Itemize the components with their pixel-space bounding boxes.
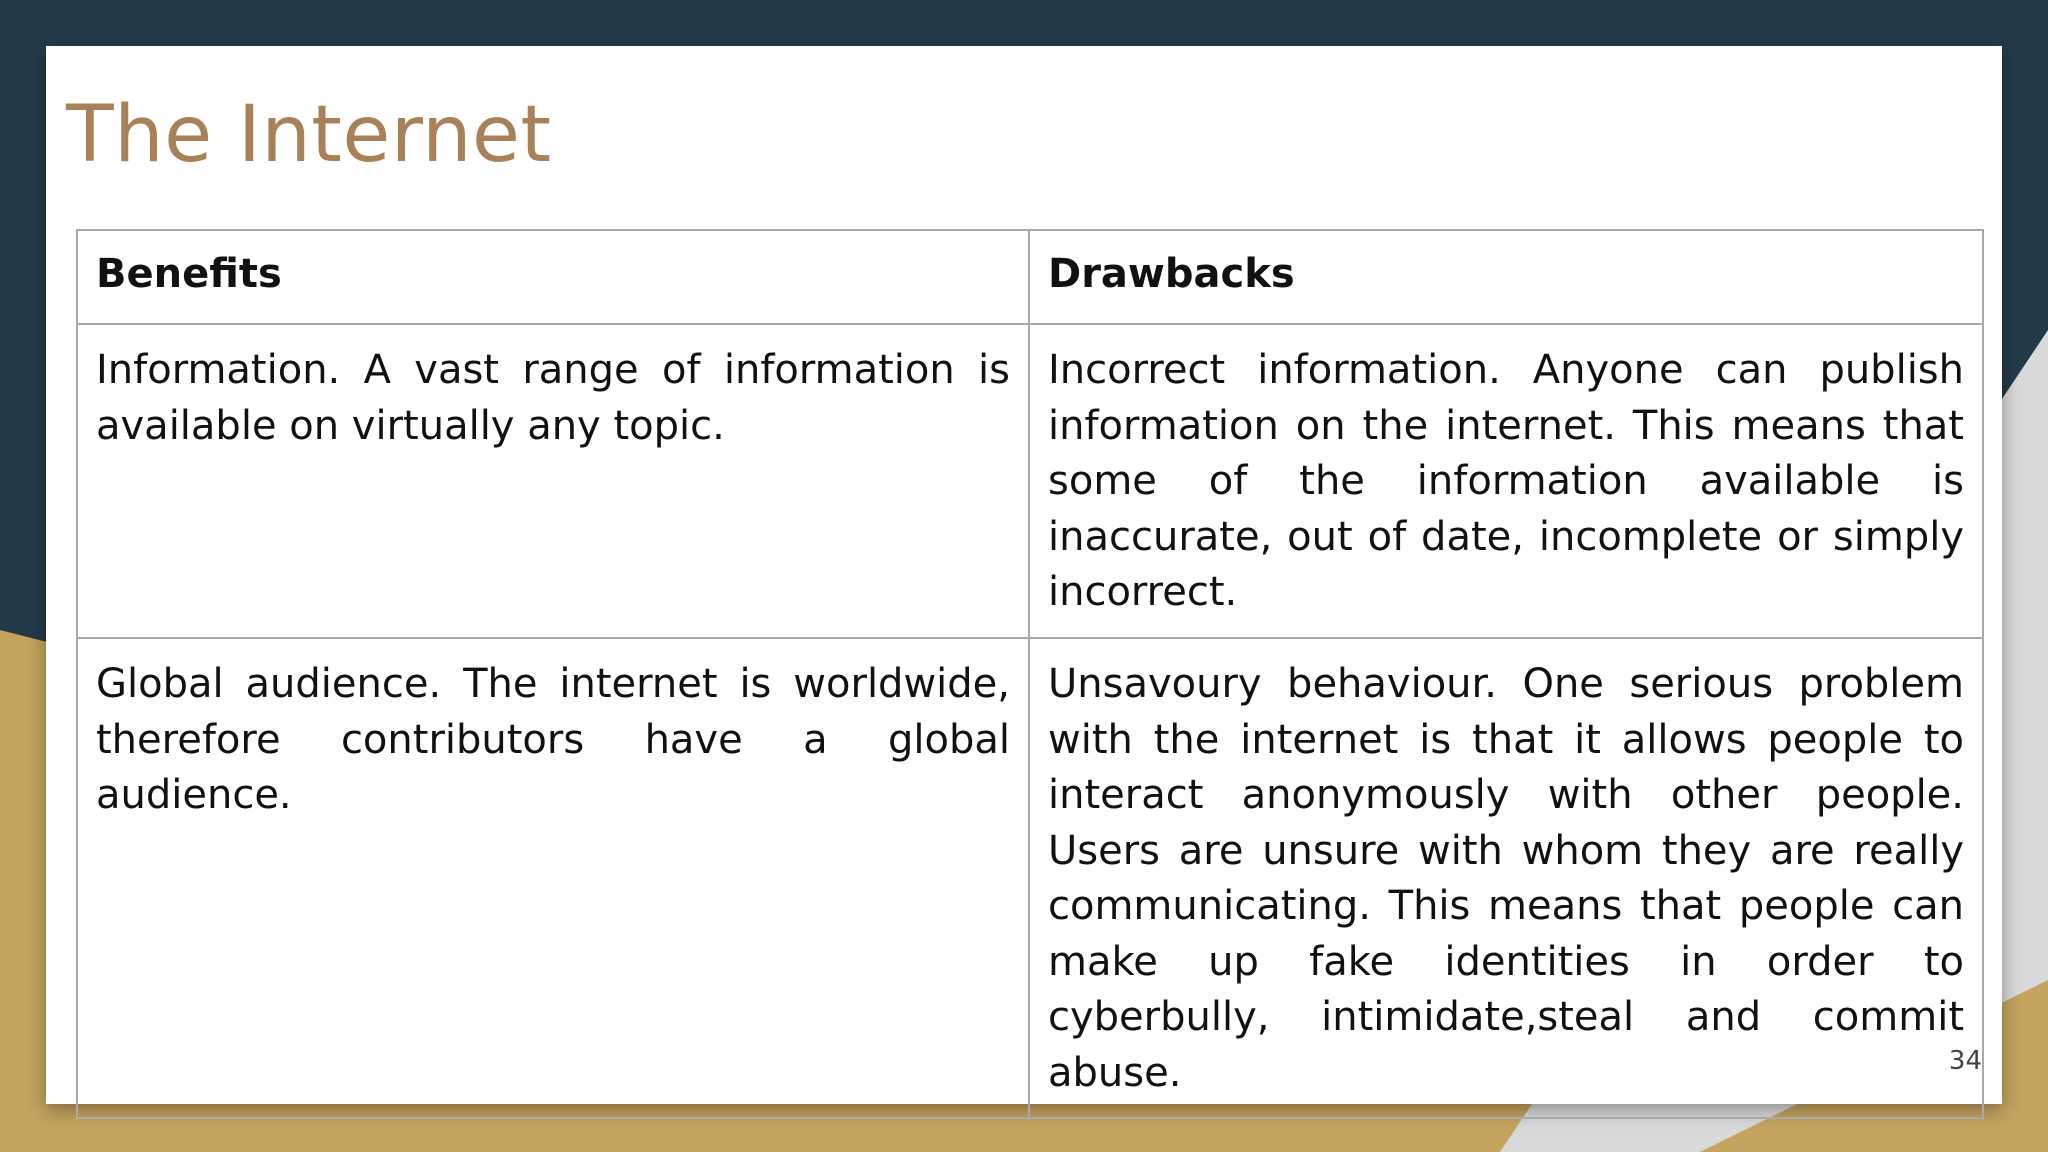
drawback-cell: Unsavoury behaviour. One serious problem with the internet is that it allows people to interact anonymously with other people. Users are unsure with whom they are really communicating. This means that people can make up fake identities in order to cyberbully, intimidate,steal and commit abuse. (1029, 638, 1983, 1118)
comparison-table (76, 229, 1984, 1119)
table-row (77, 324, 1983, 638)
page-number: 34 (1948, 1046, 1982, 1076)
slide-title: The Internet (66, 90, 552, 180)
header-benefits: Benefits (77, 230, 1029, 324)
table-header-row (77, 230, 1983, 324)
benefit-cell: Information. A vast range of information is available on virtually any topic. (77, 324, 1029, 638)
table-row (77, 638, 1983, 1118)
drawback-cell: Incorrect information. Anyone can publish information on the internet. This means that some of the information available is inaccurate, out of date, incomplete or simply incorrect. (1029, 324, 1983, 638)
benefit-cell: Global audience. The internet is worldwide, therefore contributors have a global audience. (77, 638, 1029, 1118)
slide (46, 46, 2002, 1104)
header-drawbacks: Drawbacks (1029, 230, 1983, 324)
